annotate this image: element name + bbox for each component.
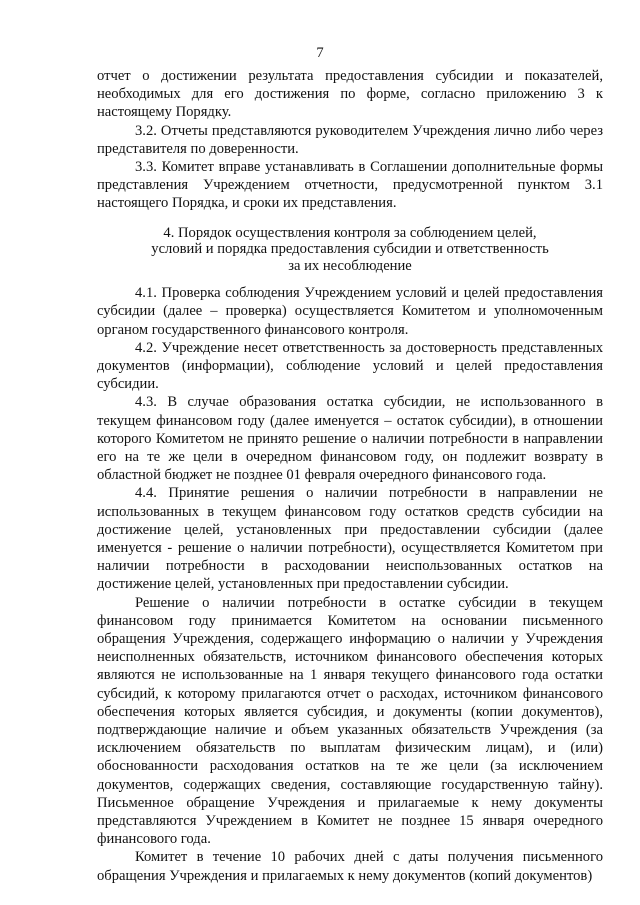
paragraph-4-4: 4.4. Принятие решения о наличии потребности в направлении не использованных в текущем финансовом году остатков средств субсидии на достижение целей, установленных при предоставлении субсидии (далее именуется - решение о наличии потребности), осуществляется Комитетом при наличии потребности в расходовании неиспользованных остатков на достижение целей, установленных при предоставлении субсидии.: [97, 485, 603, 593]
paragraph-committee-review: Комитет в течение 10 рабочих дней с даты получения письменного обращения Учреждения и прилагаемых к нему документов (копий документов): [97, 849, 603, 884]
paragraph-decision: Решение о наличии потребности в остатке субсидии в текущем финансовом году принимается Комитетом на основании письменного обращения Учреждения, содержащего информацию о наличии у Учреждения неисполненных обязательств, источником финансового обеспечения которых являются не использованные на 1 января текущего финансового года остатки субсидий, к которому прилагаются отчет о расходах, источником финансового обеспечения которых является субсидия, и документы (копии документов), подтверждающие наличие и объем указанных обязательств Учреждения (за исключением обязательств по выплатам физическим лицам), и (или) обоснованности расходования остатков на те же цели (за исключением документов, содержащих сведения, составляющие государственную тайну). Письменное обращение Учреждения и прилагаемые к нему документы представляются Учреждением в Комитет не позднее 15 января очередного финансового года.: [97, 594, 603, 848]
paragraph-4-2: 4.2. Учреждение несет ответственность за достоверность представленных документов (информации), соблюдение условий и целей предоставления субсидии.: [97, 339, 603, 393]
paragraph-report-form: отчет о достижении результата предоставления субсидии и показателей, необходимых для его достижения по форме, согласно приложению 3 к настоящему Порядку.: [97, 68, 603, 121]
section-4-heading-line-2: условий и порядка предоставления субсидии и ответственность: [151, 241, 549, 258]
document-body: [97, 67, 603, 885]
paragraph-3-2: 3.2. Отчеты представляются руководителем Учреждения лично либо через представителя по доверенности.: [97, 122, 603, 157]
section-4-heading-line-3: за их несоблюдение: [288, 257, 412, 274]
paragraph-3-3: 3.3. Комитет вправе устанавливать в Соглашении дополнительные формы представления Учреждением отчетности, предусмотренной пунктом 3.1 настоящего Порядка, и сроки их представления.: [97, 159, 603, 212]
paragraph-4-1: 4.1. Проверка соблюдения Учреждением условий и целей предоставления субсидии (далее – проверка) осуществляется Комитетом и уполномоченным органом государственного финансового контроля.: [97, 285, 603, 338]
paragraph-4-3: 4.3. В случае образования остатка субсидии, не использованного в текущем финансовом году (далее именуется – остаток субсидии), в отношении которого Комитетом не принято решение о наличии потребности в направлении его на те же цели в очередном финансовом году, он подлежит возврату в областной бюджет не позднее 01 февраля очередного финансового года.: [97, 394, 603, 484]
section-4-heading-line-1: 4. Порядок осуществления контроля за соблюдением целей,: [163, 224, 537, 241]
section-4-heading: [97, 225, 603, 275]
page-number: 7: [316, 45, 324, 61]
